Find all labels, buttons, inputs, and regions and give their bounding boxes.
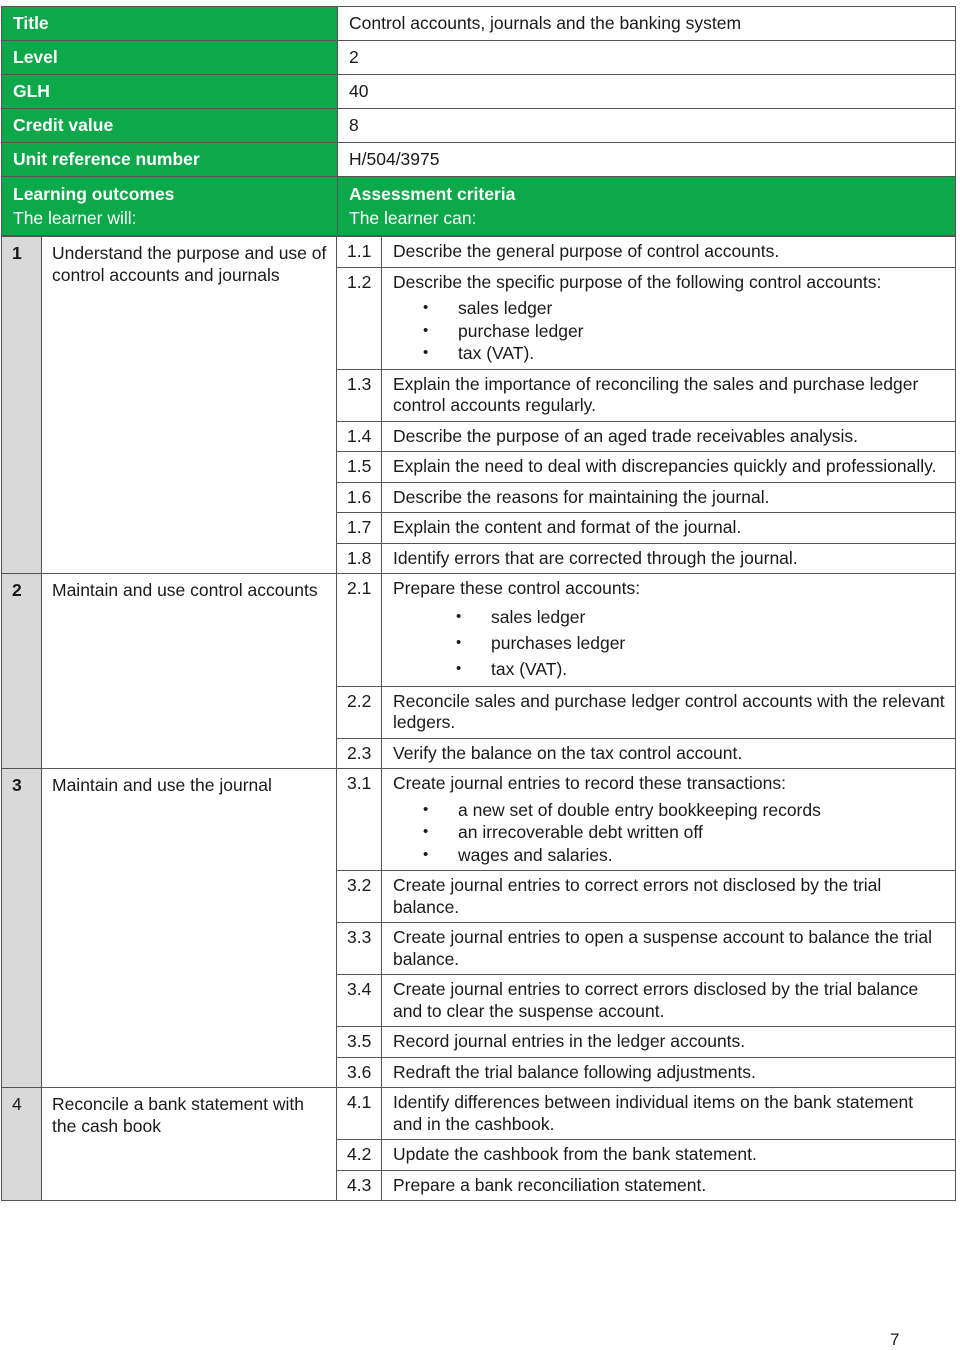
criterion-number: 2.2 — [337, 687, 382, 738]
criterion-body — [382, 769, 955, 870]
criterion-text: Create journal entries to open a suspense account to balance the trial balance. — [393, 927, 932, 969]
criterion-row — [337, 370, 955, 422]
criterion-number: 4.1 — [337, 1088, 382, 1139]
bullet-list — [393, 297, 947, 365]
learning-outcomes-title: Learning outcomes — [13, 184, 175, 204]
bullet-item: • an irrecoverable debt written off — [393, 821, 947, 844]
criterion-text: Reconcile sales and purchase ledger control accounts with the relevant ledgers. — [393, 690, 945, 732]
learning-outcome-3 — [1, 769, 956, 1088]
criteria-list — [337, 237, 955, 573]
criterion-row — [337, 422, 955, 453]
learning-outcomes-header — [2, 177, 337, 235]
title-label: Title — [1, 7, 337, 40]
criterion-row — [337, 975, 955, 1027]
criterion-number: 2.3 — [337, 739, 382, 769]
outcome-number: 3 — [2, 769, 42, 1087]
criterion-body — [382, 268, 955, 369]
outcome-text: Maintain and use the journal — [42, 769, 337, 1087]
criterion-text: Prepare a bank reconciliation statement. — [393, 1174, 707, 1195]
criteria-list — [337, 769, 955, 1087]
criterion-row — [337, 687, 955, 739]
criterion-text: Update the cashbook from the bank statement. — [393, 1144, 757, 1164]
assessment-criteria-header — [337, 177, 955, 235]
bullet-item: • purchase ledger — [393, 320, 947, 343]
outcome-text: Maintain and use control accounts — [42, 574, 337, 768]
criterion-number: 3.4 — [337, 975, 382, 1026]
learning-outcome-4 — [1, 1088, 956, 1201]
criterion-row — [337, 1027, 955, 1058]
criterion-number: 3.1 — [337, 769, 382, 870]
unit-specification-table — [1, 6, 956, 1201]
criterion-text: Create journal entries to record these transactions: — [393, 773, 786, 793]
criterion-number: 1.4 — [337, 422, 382, 452]
criterion-text: Verify the balance on the tax control account. — [393, 742, 743, 763]
level-value: 2 — [337, 41, 956, 74]
level-row — [1, 41, 956, 75]
column-header-row — [1, 177, 956, 237]
criterion-row — [337, 1140, 955, 1171]
criterion-number: 4.2 — [337, 1140, 382, 1170]
criterion-row — [337, 268, 955, 370]
learning-outcomes-subtitle: The learner will: — [13, 208, 137, 228]
glh-label: GLH — [1, 75, 337, 108]
bullet-item: • tax (VAT). — [393, 342, 947, 365]
criterion-row — [337, 1058, 955, 1088]
bullet-item: • a new set of double entry bookkeeping records — [393, 799, 947, 822]
criterion-row — [337, 1088, 955, 1140]
glh-row — [1, 75, 956, 109]
criterion-body — [382, 574, 955, 686]
unit-reference-value: H/504/3975 — [337, 143, 956, 176]
credit-value: 8 — [337, 109, 956, 142]
criterion-text: Explain the content and format of the journal. — [393, 517, 742, 537]
criterion-number: 1.8 — [337, 544, 382, 574]
criterion-text: Describe the reasons for maintaining the journal. — [393, 486, 770, 507]
criterion-number: 1.1 — [337, 237, 382, 267]
criterion-text: Prepare these control accounts: — [393, 578, 641, 598]
criterion-text: Identify differences between individual items on the bank statement and in the cashbook. — [393, 1092, 914, 1134]
bullet-item: • purchases ledger — [393, 630, 947, 656]
page-number: 7 — [890, 1330, 900, 1349]
criterion-number: 1.3 — [337, 370, 382, 421]
bullet-list — [393, 604, 947, 682]
learning-outcome-2 — [1, 574, 956, 769]
bullet-list — [393, 799, 947, 867]
title-value: Control accounts, journals and the banking system — [337, 7, 956, 40]
criterion-number: 1.7 — [337, 513, 382, 543]
criterion-row — [337, 544, 955, 574]
learning-outcome-1 — [1, 237, 956, 574]
assessment-criteria-subtitle: The learner can: — [349, 208, 477, 228]
outcome-text: Reconcile a bank statement with the cash book — [42, 1088, 337, 1200]
criterion-number: 3.5 — [337, 1027, 382, 1057]
outcome-number: 1 — [2, 237, 42, 573]
criterion-text: Describe the specific purpose of the following control accounts: — [393, 271, 882, 292]
criterion-row — [337, 871, 955, 923]
bullet-item: • wages and salaries. — [393, 844, 947, 867]
glh-value: 40 — [337, 75, 956, 108]
credit-label: Credit value — [1, 109, 337, 142]
outcome-number: 2 — [2, 574, 42, 768]
criterion-number: 3.2 — [337, 871, 382, 922]
unit-reference-row — [1, 143, 956, 177]
criterion-number: 1.5 — [337, 452, 382, 482]
level-label: Level — [1, 41, 337, 74]
criterion-row — [337, 513, 955, 544]
outcome-text: Understand the purpose and use of control accounts and journals — [42, 237, 337, 573]
criteria-list — [337, 574, 955, 768]
criterion-text: Create journal entries to correct errors disclosed by the trial balance and to clear the suspense account. — [393, 979, 919, 1021]
criterion-row — [337, 452, 955, 483]
criterion-text: Describe the purpose of an aged trade receivables analysis. — [393, 425, 858, 446]
criterion-number: 1.2 — [337, 268, 382, 369]
criterion-number: 3.6 — [337, 1058, 382, 1088]
criterion-row — [337, 1171, 955, 1201]
criterion-text: Explain the need to deal with discrepancies quickly and professionally. — [393, 456, 937, 476]
criterion-number: 2.1 — [337, 574, 382, 686]
bullet-item: • sales ledger — [393, 297, 947, 320]
title-row — [1, 6, 956, 41]
criterion-row — [337, 483, 955, 514]
criterion-row — [337, 739, 955, 769]
bullet-item: • tax (VAT). — [393, 656, 947, 682]
credit-row — [1, 109, 956, 143]
criterion-text: Record journal entries in the ledger accounts. — [393, 1031, 746, 1051]
criterion-row — [337, 769, 955, 871]
criterion-text: Identify errors that are corrected through the journal. — [393, 547, 798, 568]
criterion-text: Create journal entries to correct errors not disclosed by the trial balance. — [393, 875, 882, 917]
criterion-text: Explain the importance of reconciling the sales and purchase ledger control accounts regularly. — [393, 373, 919, 415]
criterion-text: Describe the general purpose of control accounts. — [393, 241, 780, 261]
criteria-list — [337, 1088, 955, 1200]
criterion-row — [337, 237, 955, 268]
criterion-row — [337, 574, 955, 687]
criterion-row — [337, 923, 955, 975]
criterion-number: 3.3 — [337, 923, 382, 974]
assessment-criteria-title: Assessment criteria — [349, 184, 516, 204]
unit-reference-label: Unit reference number — [1, 143, 337, 176]
bullet-item: • sales ledger — [393, 604, 947, 630]
criterion-text: Redraft the trial balance following adjustments. — [393, 1061, 756, 1082]
criterion-number: 4.3 — [337, 1171, 382, 1201]
outcome-number: 4 — [2, 1088, 42, 1200]
criterion-number: 1.6 — [337, 483, 382, 513]
